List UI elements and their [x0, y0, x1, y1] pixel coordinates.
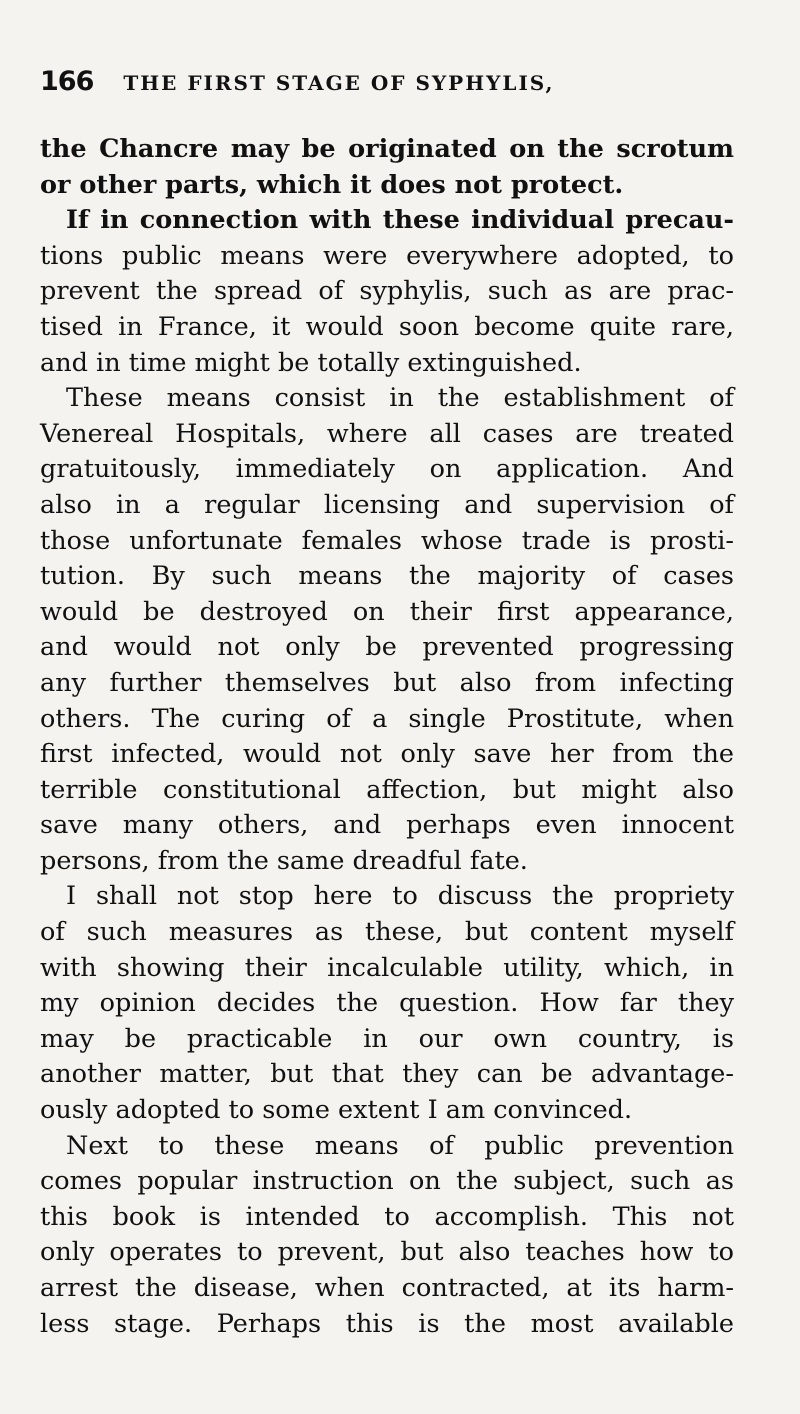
text-line: also in a regular licensing and supervision of [40, 489, 734, 520]
text-line: These means consist in the establishment of [66, 383, 734, 414]
text-line: or other parts, which it does not protect. [40, 169, 624, 200]
text-line: any further themselves but also from infecting [40, 667, 734, 698]
page-number: 166 [40, 66, 94, 97]
text-line: others. The curing of a single Prostitute, when [40, 703, 734, 734]
text-line: and would not only be prevented progressing [40, 632, 734, 663]
text-line: Venereal Hospitals, where all cases are treated [40, 418, 734, 449]
text-line: and in time might be totally extinguished. [40, 347, 582, 378]
text-line: tution. By such means the majority of cases [40, 561, 734, 592]
text-line: tised in France, it would soon become quite rare, [40, 311, 734, 342]
text-line: comes popular instruction on the subject, such as [40, 1166, 734, 1197]
text-line: terrible constitutional affection, but might also [40, 774, 734, 805]
text-line: those unfortunate females whose trade is prosti- [40, 525, 734, 556]
text-line: may be practicable in our own country, is [40, 1023, 734, 1054]
text-line: ously adopted to some extent I am convinced. [40, 1095, 633, 1126]
text-line: would be destroyed on their first appearance, [40, 596, 734, 627]
text-line: another matter, but that they can be advantage- [40, 1059, 734, 1090]
text-line: I shall not stop here to discuss the propriety [66, 881, 734, 912]
text-line: first infected, would not only save her from the [40, 739, 734, 770]
text-line: of such measures as these, but content myself [40, 917, 734, 948]
text-line: Next to these means of public prevention [66, 1130, 734, 1161]
text-line: my opinion decides the question. How far they [40, 988, 734, 1019]
text-line: arrest the disease, when contracted, at its harm- [40, 1273, 734, 1303]
page-header [40, 66, 734, 110]
text-line: this book is intended to accomplish. This not [40, 1201, 734, 1232]
text-line: If in connection with these individual precau- [66, 205, 734, 236]
text-line: save many others, and perhaps even innocent [40, 810, 734, 841]
text-line: less stage. Perhaps this is the most available [40, 1308, 734, 1339]
text-line: gratuitously, immediately on application. And [40, 454, 734, 485]
text-line: persons, from the same dreadful fate. [40, 845, 528, 876]
text-line: tions public means were everywhere adopted, to [40, 240, 734, 271]
text-line: the Chancre may be originated on the scrotum [40, 134, 734, 164]
text-line: prevent the spread of syphylis, such as are prac- [40, 276, 734, 307]
text-line: only operates to prevent, but also teaches how to [40, 1237, 734, 1268]
body-text [40, 132, 734, 1342]
text-line: with showing their incalculable utility, which, in [40, 952, 734, 983]
running-head: THE FIRST STAGE OF SYPHYLIS, [123, 71, 555, 95]
